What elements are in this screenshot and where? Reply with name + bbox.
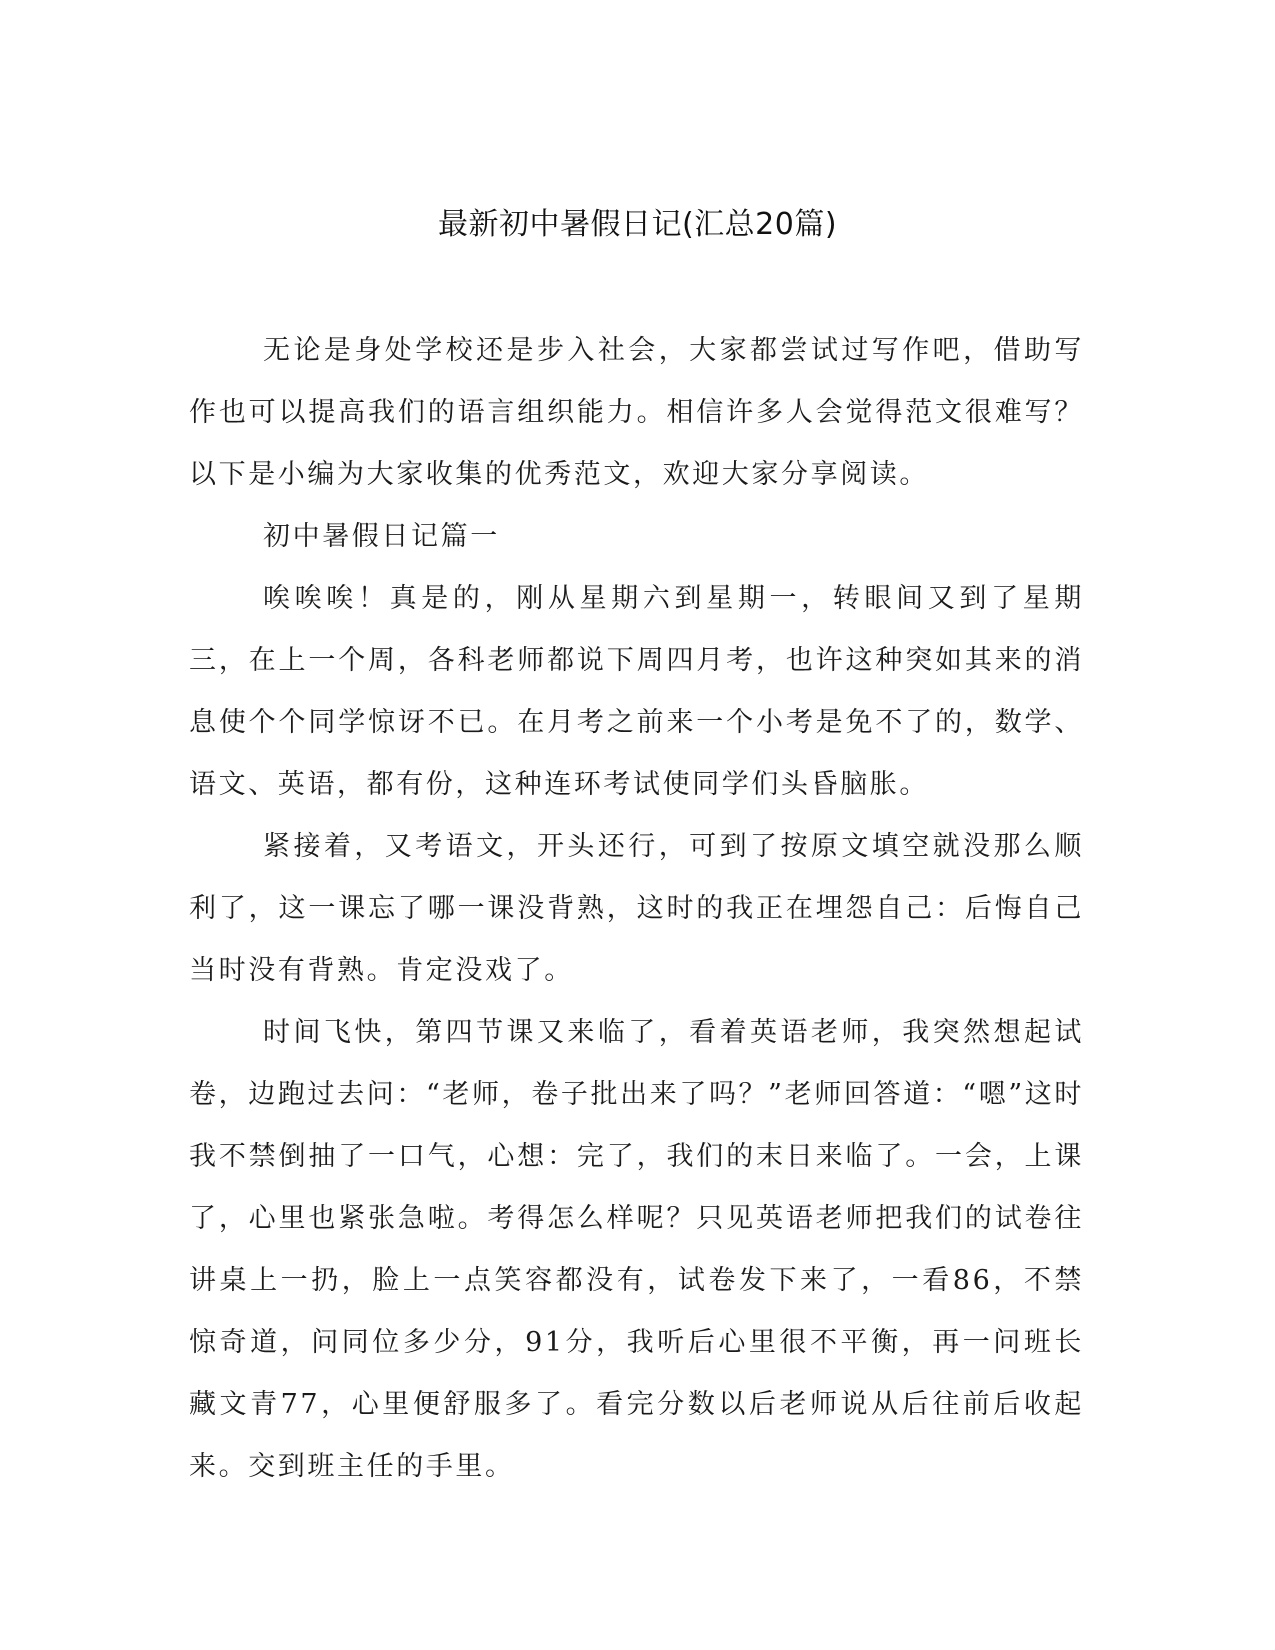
- intro-paragraph: 无论是身处学校还是步入社会，大家都尝试过写作吧，借助写作也可以提高我们的语言组织能力。相信许多人会觉得范文很难写？以下是小编为大家收集的优秀范文，欢迎大家分享阅读。: [189, 335, 1084, 490]
- body-paragraph: 紧接着，又考语文，开头还行，可到了按原文填空就没那么顺利了，这一课忘了哪一课没背熟，这时的我正在埋怨自己：后悔自己当时没有背熟。肯定没戏了。: [189, 831, 1084, 986]
- body-paragraph: 时间飞快，第四节课又来临了，看着英语老师，我突然想起试卷，边跑过去问：“老师，卷子批出来了吗？”老师回答道：“嗯”这时我不禁倒抽了一口气，心想：完了，我们的末日来临了。一会，上课了，心里也紧张急啦。考得怎么样呢？只见英语老师把我们的试卷往讲桌上一扔，脸上一点笑容都没有，试卷发下来了，一看86，不禁惊奇道，问同位多少分，91分，我听后心里很不平衡，再一问班长藏文青77，心里便舒服多了。看完分数以后老师说从后往前后收起来。交到班主任的手里。: [189, 1017, 1084, 1482]
- body-paragraph: 唉唉唉！真是的，刚从星期六到星期一，转眼间又到了星期三，在上一个周，各科老师都说下周四月考，也许这种突如其来的消息使个个同学惊讶不已。在月考之前来一个小考是免不了的，数学、语文、英语，都有份，这种连环考试使同学们头昏脑胀。: [189, 583, 1084, 800]
- section-heading: 初中暑假日记篇一: [263, 521, 500, 552]
- document-title: 最新初中暑假日记(汇总20篇): [437, 207, 838, 242]
- document-body: [189, 320, 1084, 1498]
